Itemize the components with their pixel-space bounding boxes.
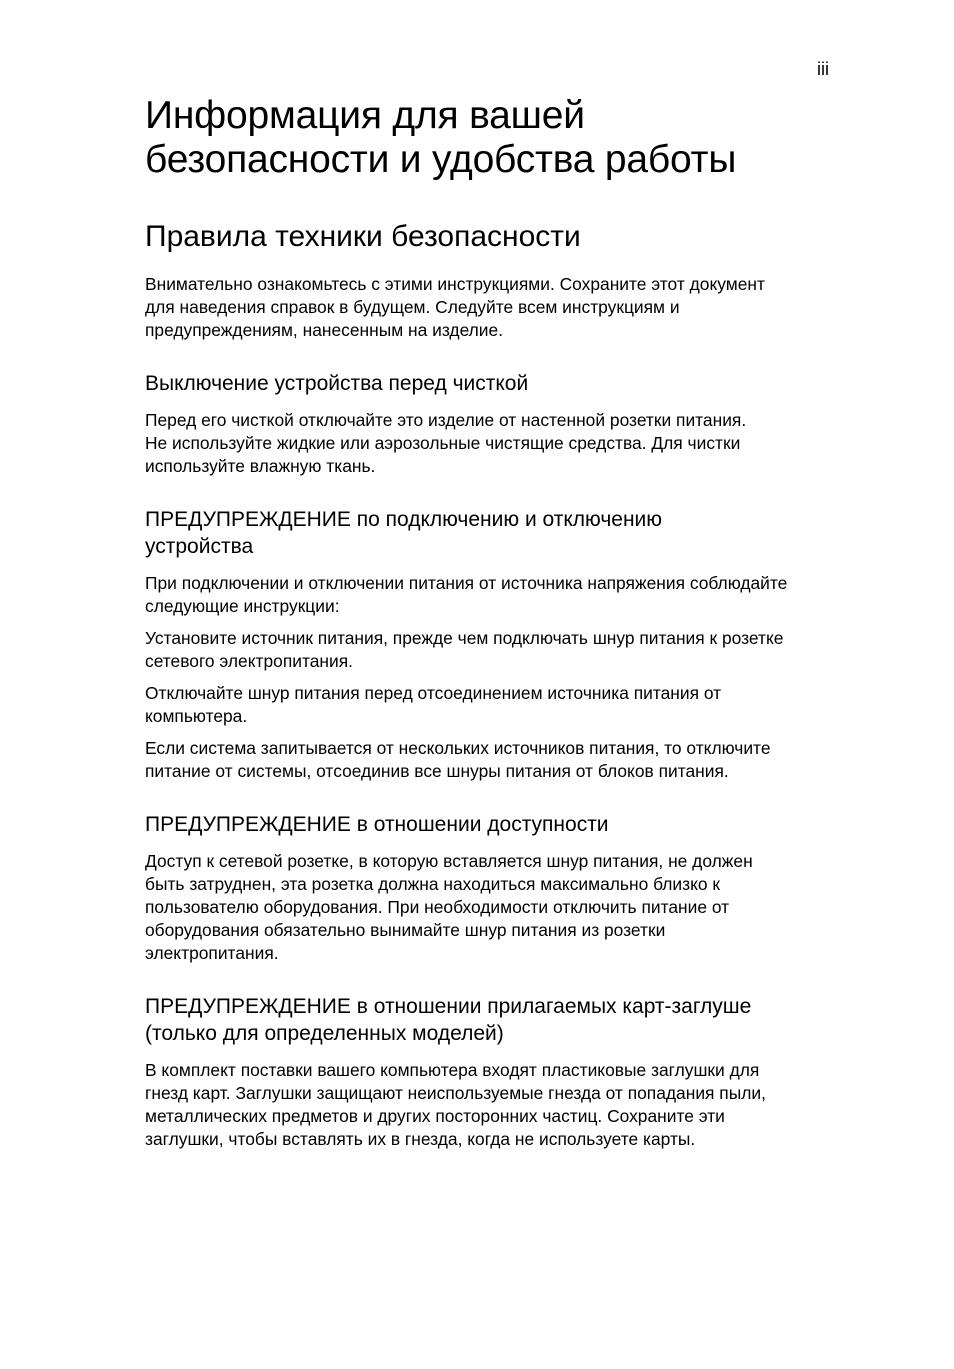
paragraph [145,572,835,618]
text-line: быть затруднен, эта розетка должна находиться максимально близко к [145,874,721,894]
text-line: ПРЕДУПРЕЖДЕНИЕ по подключению и отключению [145,508,663,531]
document-title [145,94,835,182]
text-line: для наведения справок в будущем. Следуйте всем инструкциям и [145,297,680,317]
text-line: пользователю оборудования. При необходимости отключить питание от [145,897,730,917]
text-line: сетевого электропитания. [145,651,353,671]
text-line: металлических предметов и других посторонних частиц. Сохраните эти [145,1106,725,1126]
text-line: (только для определенных моделей) [145,1022,504,1045]
text-line: используйте влажную ткань. [145,456,376,476]
subsection-title-card-blanks-warning [145,993,835,1047]
text-line: предупреждениям, нанесенным на изделие. [145,320,504,340]
section-intro-paragraph [145,273,835,342]
text-line: гнезд карт. Заглушки защищают неиспользуемые гнезда от попадания пыли, [145,1083,766,1103]
text-line: ПРЕДУПРЕЖДЕНИЕ в отношении доступности [145,813,609,836]
subsection-title-connection-warning [145,506,835,560]
text-line: следующие инструкции: [145,596,340,616]
text-line: компьютера. [145,706,248,726]
text-line: Перед его чисткой отключайте это изделие от настенной розетки питания. [145,410,747,430]
document-body [145,94,835,1151]
text-line: Внимательно ознакомьтесь с этими инструкциями. Сохраните этот документ [145,274,765,294]
text-line: Отключайте шнур питания перед отсоединением источника питания от [145,683,722,703]
text-line: Не используйте жидкие или аэрозольные чистящие средства. Для чистки [145,433,741,453]
text-line: Выключение устройства перед чисткой [145,372,529,395]
text-line: ПРЕДУПРЕЖДЕНИЕ в отношении прилагаемых карт-заглуше [145,995,752,1018]
text-line: В комплект поставки вашего компьютера входят пластиковые заглушки для [145,1060,760,1080]
text-line: заглушки, чтобы вставлять их в гнезда, когда не используете карты. [145,1129,696,1149]
paragraph [145,737,835,783]
text-line: оборудования обязательно вынимайте шнур питания из розетки [145,920,666,940]
document-title-line: Информация для вашей [145,94,585,137]
subsection-title-cleaning [145,370,835,397]
paragraph [145,1059,835,1151]
page-number: iii [817,59,829,79]
text-line: электропитания. [145,943,279,963]
text-line: Доступ к сетевой розетке, в которую вставляется шнур питания, не должен [145,851,753,871]
text-line: Установите источник питания, прежде чем подключать шнур питания к розетке [145,628,784,648]
paragraph [145,682,835,728]
paragraph [145,850,835,965]
text-line: питание от системы, отсоединив все шнуры питания от блоков питания. [145,761,729,781]
subsection-title-accessibility-warning [145,811,835,838]
paragraph [145,627,835,673]
text-line: устройства [145,535,254,558]
text-line: При подключении и отключении питания от источника напряжения соблюдайте [145,573,788,593]
document-title-line: безопасности и удобства работы [145,138,737,181]
section-title: Правила техники безопасности [145,220,581,253]
paragraph [145,409,835,478]
text-line: Если система запитывается от нескольких источников питания, то отключите [145,738,771,758]
